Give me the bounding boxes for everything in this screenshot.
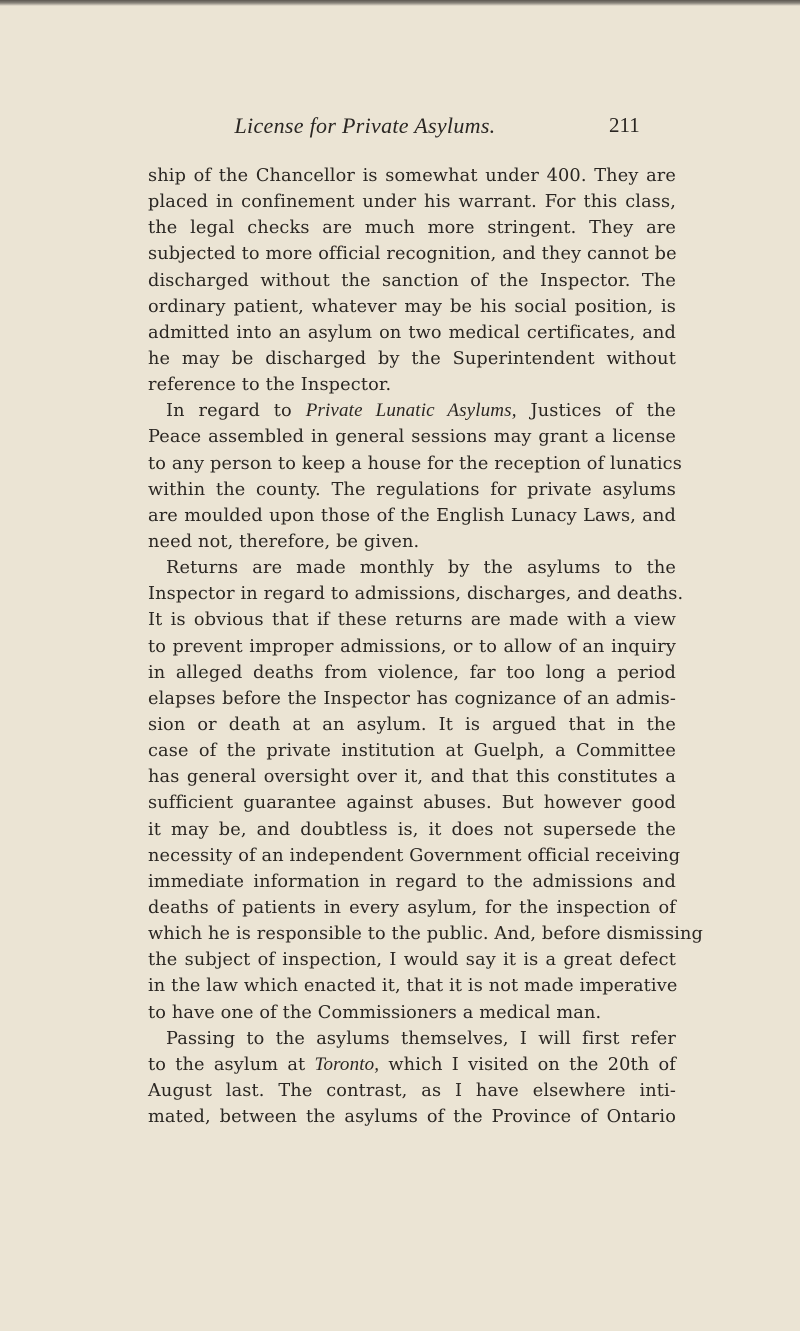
text-line: sufficient guarantee against abuses. But however good: [148, 793, 676, 814]
italic-place-name: Toronto,: [314, 1053, 380, 1075]
paragraph-end-line: to have one of the Commissioners a medical man.: [148, 1002, 602, 1023]
text-run: In regard to: [166, 401, 306, 422]
text-line: necessity of an independent Government official receiving: [148, 845, 681, 866]
paragraph-start-line: [148, 398, 676, 424]
text-line: placed in confinement under his warrant. For this class,: [148, 192, 676, 213]
body-text: [148, 163, 704, 1130]
text-line: in alleged deaths from violence, far too long a period: [148, 662, 676, 683]
text-run: to the asylum at: [148, 1054, 315, 1075]
text-line: are moulded upon those of the English Lunacy Laws, and: [148, 505, 676, 526]
text-line: in the law which enacted it, that it is not made imperative: [148, 976, 678, 997]
text-line: subjected to more official recognition, and they cannot be: [148, 244, 677, 265]
text-line: which he is responsible to the public. And, before dismissing: [148, 924, 704, 945]
text-line: case of the private institution at Guelph, a Committee: [148, 741, 676, 762]
paragraph-end-line: reference to the Inspector.: [148, 375, 392, 396]
text-line: within the county. The regulations for private asylums: [148, 479, 676, 500]
text-line: elapses before the Inspector has cognizance of an admis-: [148, 688, 676, 709]
page-number: 211: [609, 113, 640, 137]
text-line: [148, 1052, 676, 1078]
text-run: which I visited on the 20th of: [379, 1054, 677, 1075]
running-head: [0, 113, 800, 143]
text-line: admitted into an asylum on two medical certificates, and: [148, 322, 676, 343]
text-line: the subject of inspection, I would say it is a great defect: [148, 950, 676, 971]
text-line: the legal checks are much more stringent. They are: [148, 218, 676, 239]
italic-title: Private Lunatic Asylums,: [305, 400, 517, 422]
text-line: deaths of patients in every asylum, for the inspection of: [148, 897, 676, 918]
text-line: mated, between the asylums of the Province of Ontario: [148, 1107, 676, 1128]
text-line: August last. The contrast, as I have elsewhere inti-: [148, 1080, 676, 1101]
text-line: he may be discharged by the Superintendent without: [148, 348, 676, 369]
paragraph-start-line: Passing to the asylums themselves, I will first refer: [166, 1028, 676, 1049]
text-line: ordinary patient, whatever may be his social position, is: [148, 296, 676, 317]
text-line: Peace assembled in general sessions may grant a license: [148, 427, 676, 448]
running-title: License for Private Asylums.: [234, 113, 496, 138]
text-run: Justices of the: [516, 401, 676, 422]
text-line: It is obvious that if these returns are made with a view: [148, 610, 676, 631]
text-line: it may be, and doubtless is, it does not supersede the: [148, 819, 676, 840]
text-line: to prevent improper admissions, or to allow of an inquiry: [148, 636, 676, 657]
paragraph-end-line: need not, therefore, be given.: [148, 531, 420, 552]
text-line: sion or death at an asylum. It is argued that in the: [148, 714, 676, 735]
text-line: to any person to keep a house for the reception of lunatics: [148, 453, 682, 474]
text-line: has general oversight over it, and that this constitutes a: [148, 767, 676, 788]
text-line: immediate information in regard to the admissions and: [148, 871, 676, 892]
text-line: ship of the Chancellor is somewhat under 400. They are: [148, 166, 676, 186]
paragraph-start-line: Returns are made monthly by the asylums to the: [166, 558, 676, 579]
text-line: discharged without the sanction of the Inspector. The: [148, 270, 676, 291]
text-line: Inspector in regard to admissions, discharges, and deaths.: [148, 584, 684, 605]
